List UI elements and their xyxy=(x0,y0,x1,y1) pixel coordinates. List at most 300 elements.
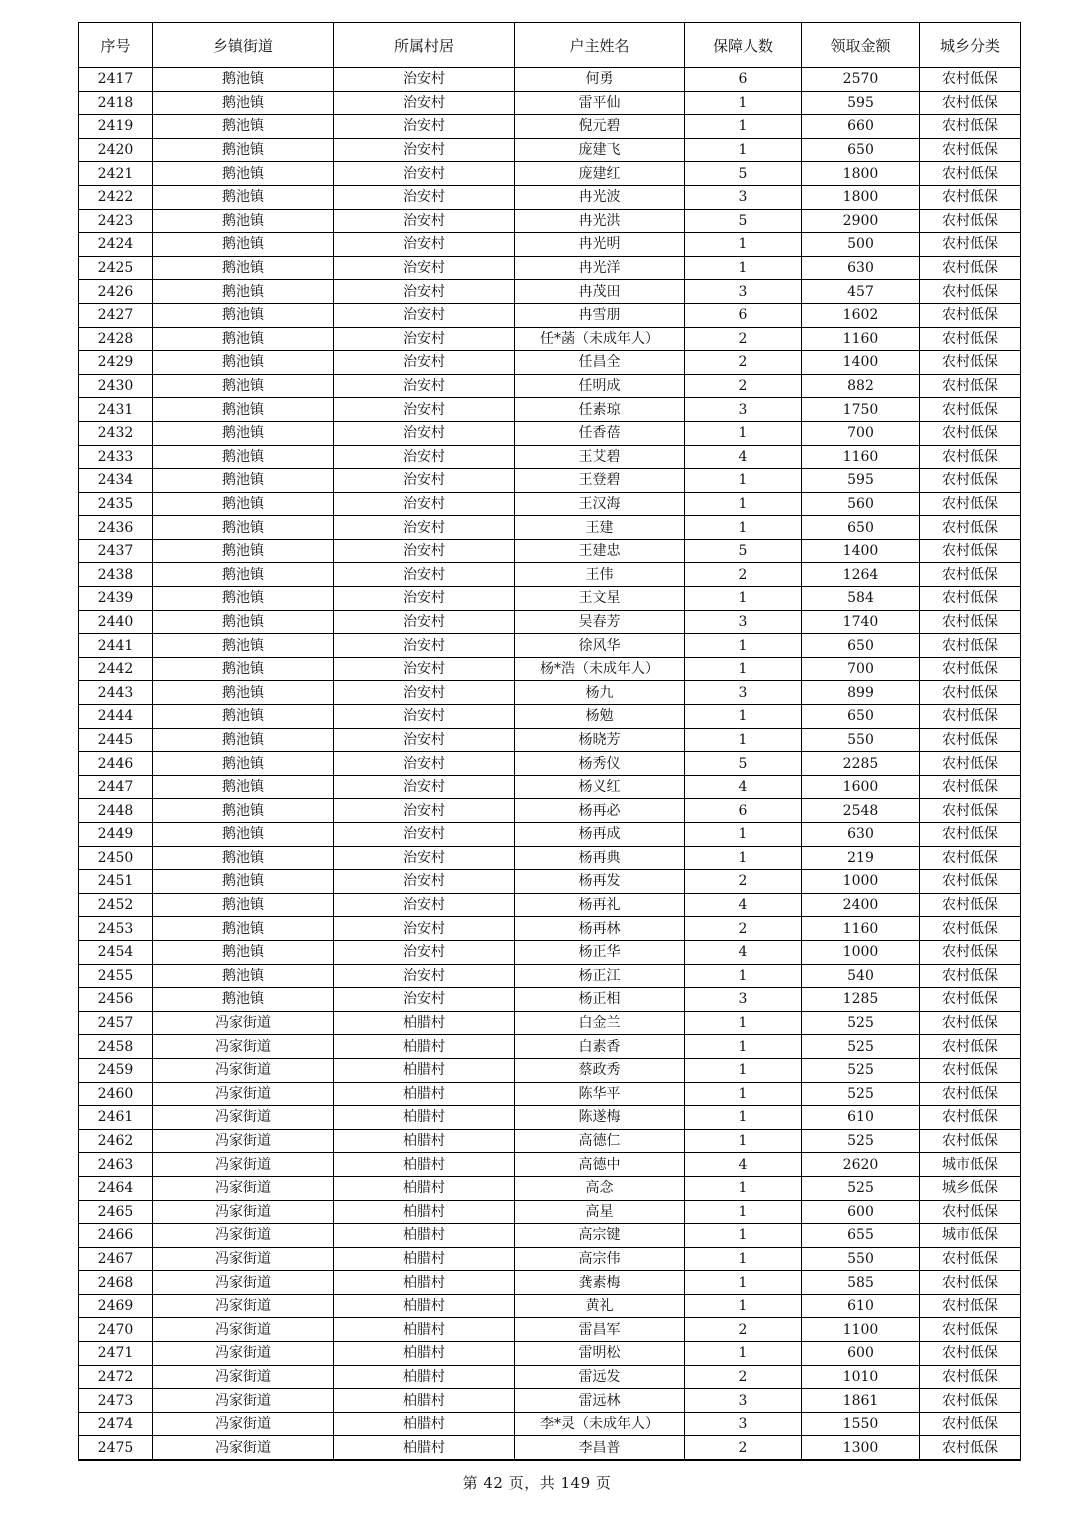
cell-covered-persons: 1 xyxy=(685,823,802,847)
cell-amount: 1740 xyxy=(802,610,920,634)
cell-category: 农村低保 xyxy=(920,1035,1021,1059)
cell-township: 鹅池镇 xyxy=(153,185,334,209)
cell-index: 2443 xyxy=(79,681,153,705)
cell-covered-persons: 1 xyxy=(685,492,802,516)
cell-amount: 1285 xyxy=(802,988,920,1012)
cell-township: 冯家街道 xyxy=(153,1389,334,1413)
cell-index: 2468 xyxy=(79,1271,153,1295)
cell-category: 农村低保 xyxy=(920,1412,1021,1436)
cell-amount: 1300 xyxy=(802,1436,920,1460)
cell-index: 2417 xyxy=(79,68,153,92)
cell-amount: 882 xyxy=(802,374,920,398)
cell-township: 鹅池镇 xyxy=(153,327,334,351)
cell-township: 冯家街道 xyxy=(153,1129,334,1153)
cell-amount: 525 xyxy=(802,1129,920,1153)
cell-index: 2464 xyxy=(79,1176,153,1200)
cell-township: 鹅池镇 xyxy=(153,799,334,823)
cell-category: 农村低保 xyxy=(920,492,1021,516)
table-row xyxy=(79,799,1021,823)
cell-covered-persons: 2 xyxy=(685,917,802,941)
cell-township: 鹅池镇 xyxy=(153,657,334,681)
table-row xyxy=(79,421,1021,445)
cell-householder: 雷平仙 xyxy=(515,91,685,115)
cell-category: 农村低保 xyxy=(920,1294,1021,1318)
cell-index: 2474 xyxy=(79,1412,153,1436)
cell-township: 鹅池镇 xyxy=(153,964,334,988)
cell-category: 农村低保 xyxy=(920,752,1021,776)
cell-householder: 任明成 xyxy=(515,374,685,398)
cell-amount: 630 xyxy=(802,256,920,280)
cell-index: 2454 xyxy=(79,940,153,964)
cell-index: 2449 xyxy=(79,823,153,847)
cell-village: 治安村 xyxy=(334,138,515,162)
cell-category: 农村低保 xyxy=(920,138,1021,162)
cell-index: 2419 xyxy=(79,115,153,139)
table-row xyxy=(79,940,1021,964)
cell-householder: 李昌普 xyxy=(515,1436,685,1460)
cell-householder: 冉茂田 xyxy=(515,280,685,304)
cell-category: 农村低保 xyxy=(920,917,1021,941)
cell-category: 农村低保 xyxy=(920,185,1021,209)
cell-index: 2469 xyxy=(79,1294,153,1318)
cell-covered-persons: 2 xyxy=(685,327,802,351)
cell-covered-persons: 1 xyxy=(685,1058,802,1082)
cell-township: 鹅池镇 xyxy=(153,445,334,469)
cell-covered-persons: 2 xyxy=(685,1318,802,1342)
cell-township: 鹅池镇 xyxy=(153,469,334,493)
cell-index: 2472 xyxy=(79,1365,153,1389)
cell-village: 柏腊村 xyxy=(334,1247,515,1271)
cell-amount: 610 xyxy=(802,1294,920,1318)
table-row xyxy=(79,610,1021,634)
cell-category: 农村低保 xyxy=(920,115,1021,139)
cell-index: 2424 xyxy=(79,233,153,257)
cell-householder: 高宗键 xyxy=(515,1224,685,1248)
cell-covered-persons: 6 xyxy=(685,303,802,327)
cell-covered-persons: 2 xyxy=(685,870,802,894)
cell-category: 农村低保 xyxy=(920,68,1021,92)
header-householder: 户主姓名 xyxy=(515,23,685,68)
cell-category: 农村低保 xyxy=(920,775,1021,799)
cell-category: 农村低保 xyxy=(920,445,1021,469)
cell-category: 农村低保 xyxy=(920,610,1021,634)
cell-index: 2473 xyxy=(79,1389,153,1413)
cell-householder: 冉光洪 xyxy=(515,209,685,233)
table-row xyxy=(79,1436,1021,1460)
cell-category: 农村低保 xyxy=(920,823,1021,847)
cell-category: 农村低保 xyxy=(920,1247,1021,1271)
cell-householder: 高德中 xyxy=(515,1153,685,1177)
cell-category: 农村低保 xyxy=(920,1106,1021,1130)
cell-index: 2431 xyxy=(79,398,153,422)
table-row xyxy=(79,492,1021,516)
cell-village: 治安村 xyxy=(334,917,515,941)
cell-township: 鹅池镇 xyxy=(153,917,334,941)
cell-amount: 550 xyxy=(802,728,920,752)
cell-category: 农村低保 xyxy=(920,351,1021,375)
cell-index: 2439 xyxy=(79,587,153,611)
table-row xyxy=(79,303,1021,327)
cell-township: 鹅池镇 xyxy=(153,893,334,917)
cell-township: 鹅池镇 xyxy=(153,516,334,540)
cell-amount: 540 xyxy=(802,964,920,988)
cell-index: 2467 xyxy=(79,1247,153,1271)
cell-index: 2441 xyxy=(79,634,153,658)
cell-village: 治安村 xyxy=(334,634,515,658)
cell-amount: 2620 xyxy=(802,1153,920,1177)
cell-village: 治安村 xyxy=(334,185,515,209)
cell-householder: 冉光波 xyxy=(515,185,685,209)
cell-village: 治安村 xyxy=(334,327,515,351)
cell-village: 治安村 xyxy=(334,799,515,823)
cell-category: 农村低保 xyxy=(920,1200,1021,1224)
table-row xyxy=(79,1200,1021,1224)
cell-township: 冯家街道 xyxy=(153,1294,334,1318)
cell-village: 治安村 xyxy=(334,657,515,681)
cell-index: 2433 xyxy=(79,445,153,469)
cell-category: 农村低保 xyxy=(920,233,1021,257)
cell-covered-persons: 1 xyxy=(685,1035,802,1059)
cell-amount: 700 xyxy=(802,421,920,445)
cell-householder: 王文星 xyxy=(515,587,685,611)
table-row xyxy=(79,752,1021,776)
cell-index: 2459 xyxy=(79,1058,153,1082)
table-row xyxy=(79,68,1021,92)
cell-category: 城乡低保 xyxy=(920,1176,1021,1200)
cell-householder: 白素香 xyxy=(515,1035,685,1059)
cell-householder: 王艾碧 xyxy=(515,445,685,469)
cell-village: 柏腊村 xyxy=(334,1294,515,1318)
table-body xyxy=(79,68,1021,1461)
cell-township: 鹅池镇 xyxy=(153,823,334,847)
cell-village: 柏腊村 xyxy=(334,1342,515,1366)
cell-village: 柏腊村 xyxy=(334,1106,515,1130)
cell-township: 冯家街道 xyxy=(153,1082,334,1106)
header-village: 所属村居 xyxy=(334,23,515,68)
cell-householder: 杨晓芳 xyxy=(515,728,685,752)
cell-index: 2440 xyxy=(79,610,153,634)
cell-village: 治安村 xyxy=(334,893,515,917)
cell-village: 治安村 xyxy=(334,233,515,257)
cell-householder: 任香蓓 xyxy=(515,421,685,445)
cell-amount: 630 xyxy=(802,823,920,847)
cell-village: 柏腊村 xyxy=(334,1035,515,1059)
cell-covered-persons: 1 xyxy=(685,1129,802,1153)
cell-township: 鹅池镇 xyxy=(153,681,334,705)
table-row xyxy=(79,1318,1021,1342)
cell-householder: 何勇 xyxy=(515,68,685,92)
table-row xyxy=(79,327,1021,351)
cell-covered-persons: 1 xyxy=(685,1247,802,1271)
cell-covered-persons: 1 xyxy=(685,115,802,139)
cell-township: 冯家街道 xyxy=(153,1247,334,1271)
table-row xyxy=(79,1365,1021,1389)
header-township: 乡镇街道 xyxy=(153,23,334,68)
cell-village: 柏腊村 xyxy=(334,1153,515,1177)
cell-amount: 1400 xyxy=(802,539,920,563)
cell-covered-persons: 1 xyxy=(685,233,802,257)
cell-covered-persons: 1 xyxy=(685,964,802,988)
cell-amount: 650 xyxy=(802,634,920,658)
cell-amount: 1861 xyxy=(802,1389,920,1413)
cell-householder: 陈华平 xyxy=(515,1082,685,1106)
cell-category: 农村低保 xyxy=(920,421,1021,445)
cell-category: 农村低保 xyxy=(920,705,1021,729)
cell-category: 农村低保 xyxy=(920,681,1021,705)
cell-householder: 杨*浩（未成年人） xyxy=(515,657,685,681)
cell-index: 2471 xyxy=(79,1342,153,1366)
table-row xyxy=(79,587,1021,611)
cell-amount: 1160 xyxy=(802,327,920,351)
cell-index: 2428 xyxy=(79,327,153,351)
cell-householder: 王登碧 xyxy=(515,469,685,493)
cell-amount: 660 xyxy=(802,115,920,139)
cell-township: 鹅池镇 xyxy=(153,870,334,894)
cell-index: 2444 xyxy=(79,705,153,729)
cell-township: 鹅池镇 xyxy=(153,351,334,375)
cell-village: 治安村 xyxy=(334,209,515,233)
cell-amount: 1602 xyxy=(802,303,920,327)
cell-index: 2434 xyxy=(79,469,153,493)
cell-township: 鹅池镇 xyxy=(153,256,334,280)
cell-amount: 600 xyxy=(802,1342,920,1366)
cell-covered-persons: 1 xyxy=(685,516,802,540)
header-covered-persons: 保障人数 xyxy=(685,23,802,68)
cell-covered-persons: 1 xyxy=(685,1082,802,1106)
cell-covered-persons: 1 xyxy=(685,256,802,280)
cell-township: 鹅池镇 xyxy=(153,162,334,186)
cell-township: 冯家街道 xyxy=(153,1106,334,1130)
table-row xyxy=(79,374,1021,398)
cell-amount: 610 xyxy=(802,1106,920,1130)
cell-index: 2466 xyxy=(79,1224,153,1248)
cell-amount: 700 xyxy=(802,657,920,681)
cell-index: 2453 xyxy=(79,917,153,941)
table-row xyxy=(79,1294,1021,1318)
cell-covered-persons: 5 xyxy=(685,539,802,563)
table-row xyxy=(79,775,1021,799)
cell-amount: 650 xyxy=(802,138,920,162)
cell-householder: 任素琼 xyxy=(515,398,685,422)
cell-index: 2448 xyxy=(79,799,153,823)
table-row xyxy=(79,398,1021,422)
cell-index: 2465 xyxy=(79,1200,153,1224)
cell-village: 柏腊村 xyxy=(334,1318,515,1342)
cell-amount: 600 xyxy=(802,1200,920,1224)
cell-amount: 560 xyxy=(802,492,920,516)
cell-householder: 白金兰 xyxy=(515,1011,685,1035)
cell-index: 2422 xyxy=(79,185,153,209)
cell-householder: 李*灵（未成年人） xyxy=(515,1412,685,1436)
cell-index: 2458 xyxy=(79,1035,153,1059)
cell-village: 治安村 xyxy=(334,610,515,634)
cell-village: 柏腊村 xyxy=(334,1224,515,1248)
cell-covered-persons: 2 xyxy=(685,1365,802,1389)
table-row xyxy=(79,634,1021,658)
cell-householder: 王汉海 xyxy=(515,492,685,516)
cell-householder: 杨再典 xyxy=(515,846,685,870)
cell-amount: 1800 xyxy=(802,162,920,186)
cell-village: 治安村 xyxy=(334,539,515,563)
cell-village: 治安村 xyxy=(334,846,515,870)
cell-category: 农村低保 xyxy=(920,209,1021,233)
cell-category: 农村低保 xyxy=(920,893,1021,917)
cell-covered-persons: 1 xyxy=(685,1342,802,1366)
cell-householder: 任昌全 xyxy=(515,351,685,375)
cell-amount: 2548 xyxy=(802,799,920,823)
table-row xyxy=(79,1035,1021,1059)
table-row xyxy=(79,1247,1021,1271)
cell-index: 2463 xyxy=(79,1153,153,1177)
cell-village: 治安村 xyxy=(334,870,515,894)
cell-householder: 徐风华 xyxy=(515,634,685,658)
cell-index: 2446 xyxy=(79,752,153,776)
cell-householder: 王建 xyxy=(515,516,685,540)
cell-amount: 1100 xyxy=(802,1318,920,1342)
cell-amount: 1000 xyxy=(802,940,920,964)
cell-index: 2425 xyxy=(79,256,153,280)
cell-covered-persons: 5 xyxy=(685,162,802,186)
cell-amount: 2900 xyxy=(802,209,920,233)
cell-village: 治安村 xyxy=(334,68,515,92)
cell-amount: 457 xyxy=(802,280,920,304)
cell-category: 农村低保 xyxy=(920,91,1021,115)
cell-index: 2423 xyxy=(79,209,153,233)
cell-category: 农村低保 xyxy=(920,1318,1021,1342)
cell-township: 冯家街道 xyxy=(153,1035,334,1059)
cell-covered-persons: 5 xyxy=(685,752,802,776)
table-row xyxy=(79,893,1021,917)
cell-village: 柏腊村 xyxy=(334,1412,515,1436)
table-row xyxy=(79,516,1021,540)
cell-category: 农村低保 xyxy=(920,728,1021,752)
cell-category: 农村低保 xyxy=(920,162,1021,186)
cell-index: 2435 xyxy=(79,492,153,516)
cell-covered-persons: 1 xyxy=(685,1106,802,1130)
cell-category: 农村低保 xyxy=(920,1389,1021,1413)
cell-householder: 雷明松 xyxy=(515,1342,685,1366)
cell-township: 鹅池镇 xyxy=(153,563,334,587)
table-row xyxy=(79,138,1021,162)
cell-township: 鹅池镇 xyxy=(153,138,334,162)
cell-covered-persons: 5 xyxy=(685,209,802,233)
cell-covered-persons: 4 xyxy=(685,775,802,799)
cell-householder: 陈遂梅 xyxy=(515,1106,685,1130)
table-header xyxy=(79,23,1021,68)
cell-category: 农村低保 xyxy=(920,398,1021,422)
cell-amount: 585 xyxy=(802,1271,920,1295)
cell-township: 冯家街道 xyxy=(153,1365,334,1389)
cell-category: 农村低保 xyxy=(920,940,1021,964)
cell-village: 治安村 xyxy=(334,280,515,304)
cell-covered-persons: 1 xyxy=(685,728,802,752)
cell-township: 鹅池镇 xyxy=(153,209,334,233)
cell-amount: 1160 xyxy=(802,445,920,469)
cell-covered-persons: 1 xyxy=(685,1176,802,1200)
cell-covered-persons: 2 xyxy=(685,563,802,587)
cell-householder: 庞建红 xyxy=(515,162,685,186)
cell-covered-persons: 1 xyxy=(685,1011,802,1035)
cell-village: 治安村 xyxy=(334,988,515,1012)
cell-covered-persons: 3 xyxy=(685,610,802,634)
cell-amount: 1550 xyxy=(802,1412,920,1436)
cell-householder: 蔡政秀 xyxy=(515,1058,685,1082)
cell-township: 鹅池镇 xyxy=(153,421,334,445)
cell-covered-persons: 3 xyxy=(685,185,802,209)
cell-category: 农村低保 xyxy=(920,1365,1021,1389)
cell-township: 冯家街道 xyxy=(153,1200,334,1224)
table-row xyxy=(79,445,1021,469)
table-row xyxy=(79,917,1021,941)
cell-category: 农村低保 xyxy=(920,563,1021,587)
cell-amount: 1800 xyxy=(802,185,920,209)
cell-amount: 655 xyxy=(802,1224,920,1248)
cell-index: 2462 xyxy=(79,1129,153,1153)
cell-index: 2438 xyxy=(79,563,153,587)
table-row xyxy=(79,1106,1021,1130)
cell-householder: 杨九 xyxy=(515,681,685,705)
cell-amount: 500 xyxy=(802,233,920,257)
table-row xyxy=(79,209,1021,233)
cell-covered-persons: 1 xyxy=(685,1224,802,1248)
cell-householder: 高德仁 xyxy=(515,1129,685,1153)
cell-index: 2452 xyxy=(79,893,153,917)
cell-village: 柏腊村 xyxy=(334,1389,515,1413)
cell-householder: 冉光洋 xyxy=(515,256,685,280)
table-row xyxy=(79,728,1021,752)
cell-index: 2429 xyxy=(79,351,153,375)
table-row xyxy=(79,162,1021,186)
cell-category: 农村低保 xyxy=(920,1436,1021,1460)
cell-category: 农村低保 xyxy=(920,870,1021,894)
cell-index: 2427 xyxy=(79,303,153,327)
table-row xyxy=(79,1224,1021,1248)
cell-amount: 1264 xyxy=(802,563,920,587)
table-row xyxy=(79,115,1021,139)
cell-category: 农村低保 xyxy=(920,539,1021,563)
cell-township: 鹅池镇 xyxy=(153,115,334,139)
cell-township: 鹅池镇 xyxy=(153,634,334,658)
table-row xyxy=(79,469,1021,493)
cell-township: 冯家街道 xyxy=(153,1271,334,1295)
cell-index: 2451 xyxy=(79,870,153,894)
cell-covered-persons: 1 xyxy=(685,1200,802,1224)
cell-village: 治安村 xyxy=(334,940,515,964)
cell-township: 鹅池镇 xyxy=(153,91,334,115)
cell-township: 鹅池镇 xyxy=(153,610,334,634)
cell-householder: 倪元碧 xyxy=(515,115,685,139)
cell-amount: 1600 xyxy=(802,775,920,799)
cell-covered-persons: 2 xyxy=(685,1436,802,1460)
cell-category: 农村低保 xyxy=(920,1011,1021,1035)
cell-category: 农村低保 xyxy=(920,1082,1021,1106)
cell-index: 2475 xyxy=(79,1436,153,1460)
cell-township: 冯家街道 xyxy=(153,1011,334,1035)
table-row xyxy=(79,870,1021,894)
cell-covered-persons: 1 xyxy=(685,1294,802,1318)
cell-township: 冯家街道 xyxy=(153,1153,334,1177)
cell-township: 鹅池镇 xyxy=(153,752,334,776)
cell-category: 农村低保 xyxy=(920,303,1021,327)
cell-index: 2418 xyxy=(79,91,153,115)
table-row xyxy=(79,1082,1021,1106)
cell-householder: 吴春芳 xyxy=(515,610,685,634)
cell-covered-persons: 3 xyxy=(685,1389,802,1413)
header-index: 序号 xyxy=(79,23,153,68)
cell-householder: 王建忠 xyxy=(515,539,685,563)
cell-township: 鹅池镇 xyxy=(153,940,334,964)
table-row xyxy=(79,705,1021,729)
